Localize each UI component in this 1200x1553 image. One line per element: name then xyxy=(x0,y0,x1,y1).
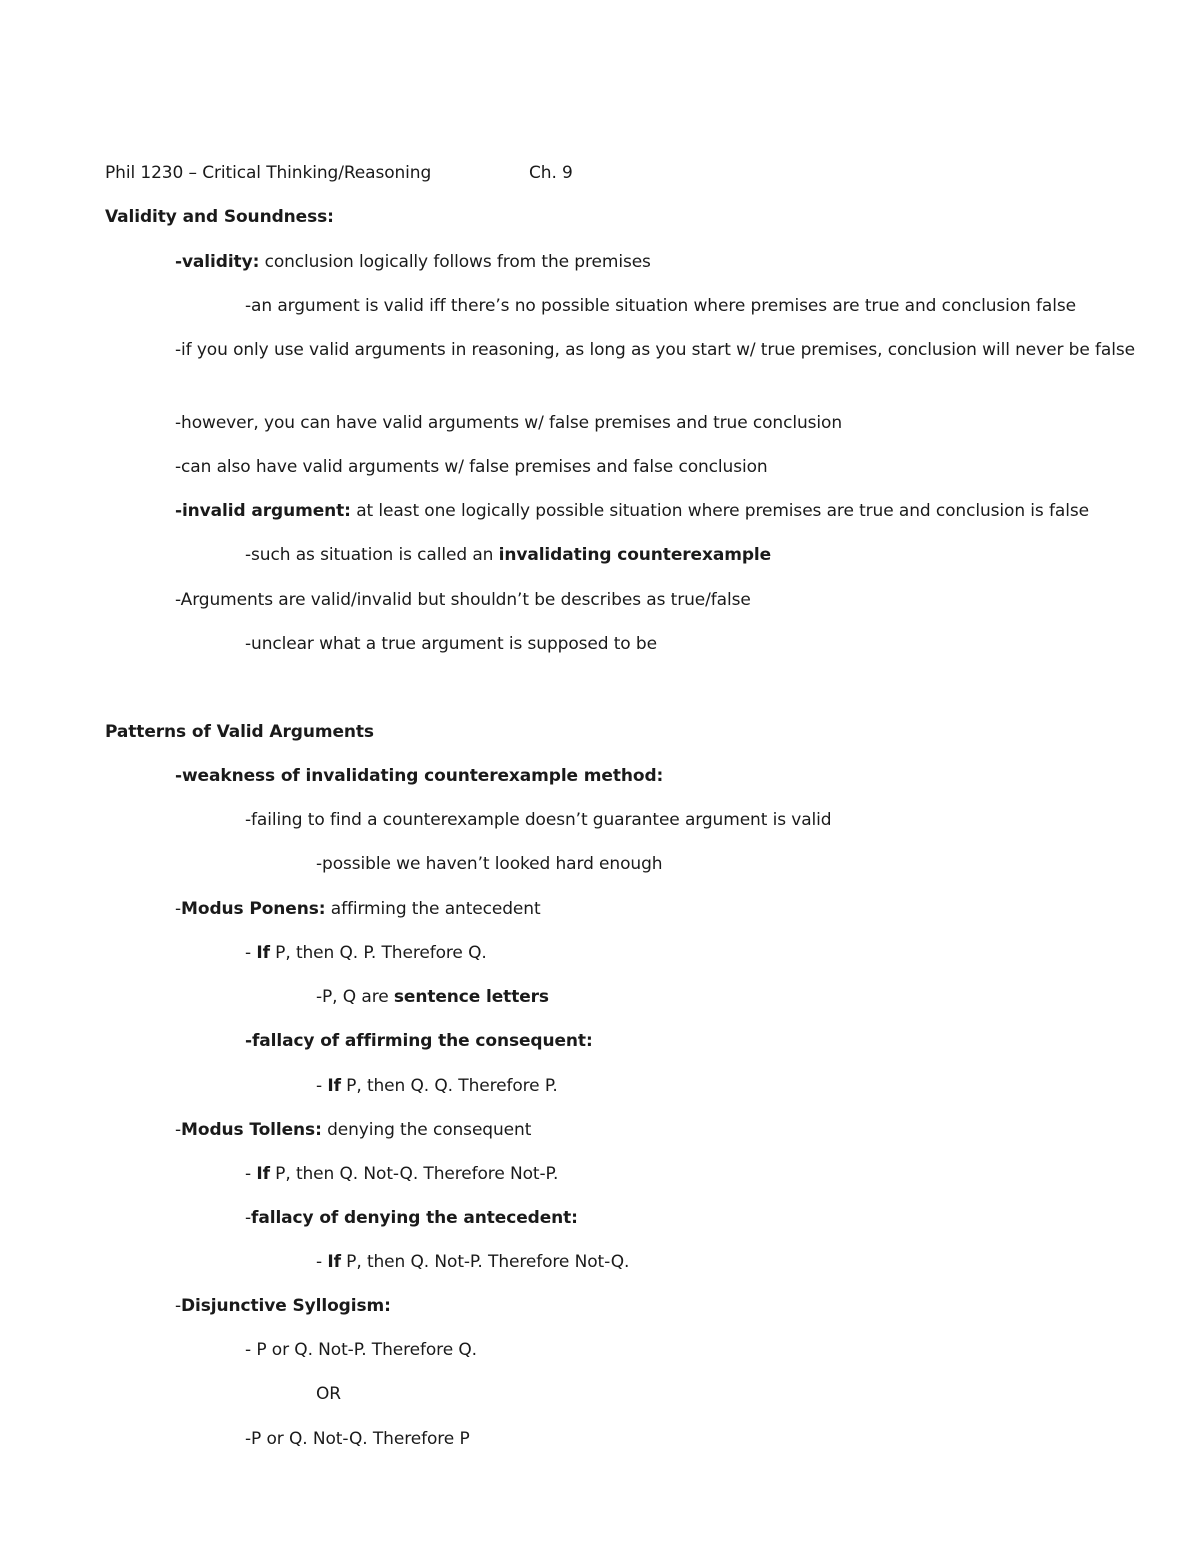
dash: - xyxy=(175,899,182,919)
def-validity: conclusion logically follows from the premises xyxy=(259,252,651,272)
term-modus-tollens: Modus Tollens: xyxy=(181,1120,322,1140)
form-modus-ponens xyxy=(245,942,487,964)
term-sentence-letters: sentence letters xyxy=(393,987,549,1007)
note-fallacy-affirming-consequent: -fallacy of affirming the consequent: xyxy=(245,1031,593,1051)
if-keyword: If xyxy=(327,1252,341,1272)
form-disjunctive-syllogism-2: -P or Q. Not-Q. Therefore P xyxy=(245,1429,470,1449)
note-modus-tollens xyxy=(175,1119,531,1141)
note-weakness: -weakness of invalidating counterexample method: xyxy=(175,766,664,786)
term-invalidating-counterexample: invalidating counterexample xyxy=(498,545,772,565)
form-rest: P, then Q. Not-Q. Therefore Not-P. xyxy=(269,1164,559,1184)
or-label: OR xyxy=(316,1384,341,1404)
section-heading-patterns: Patterns of Valid Arguments xyxy=(105,722,374,742)
form-rest: P, then Q. Not-P. Therefore Not-Q. xyxy=(340,1252,630,1272)
note-failing: -failing to find a counterexample doesn’t guarantee argument is valid xyxy=(245,810,832,830)
form-disjunctive-syllogism-1: - P or Q. Not-P. Therefore Q. xyxy=(245,1340,477,1360)
form-rest: P, then Q. Q. Therefore P. xyxy=(340,1076,558,1096)
note-fallacy-denying-antecedent xyxy=(245,1207,578,1229)
note-modus-ponens xyxy=(175,898,541,920)
note-however: -however, you can have valid arguments w/ false premises and true conclusion xyxy=(175,413,843,433)
form-rest: P, then Q. P. Therefore Q. xyxy=(269,943,487,963)
dash: - xyxy=(175,1120,182,1140)
if-keyword: If xyxy=(327,1076,341,1096)
form-fallacy-denying-antecedent xyxy=(316,1251,629,1273)
note-only-valid: -if you only use valid arguments in reasoning, as long as you start w/ true premises, conclusion will never be false xyxy=(175,340,1135,360)
def-invalid-argument: at least one logically possible situation where premises are true and conclusion is false xyxy=(350,501,1089,521)
note-unclear: -unclear what a true argument is supposed to be xyxy=(245,634,657,654)
term-disjunctive-syllogism: Disjunctive Syllogism: xyxy=(181,1296,391,1316)
form-fallacy-affirming-consequent xyxy=(316,1075,558,1097)
note-valid-iff: -an argument is valid iff there’s no possible situation where premises are true and conclusion false xyxy=(245,296,1076,316)
note-sentence-letters xyxy=(316,986,549,1008)
if-keyword: If xyxy=(256,943,270,963)
dash: - xyxy=(316,1252,328,1272)
def-modus-tollens: denying the consequent xyxy=(321,1120,532,1140)
dash: - xyxy=(245,1208,252,1228)
sentence-letters-prefix: -P, Q are xyxy=(316,987,394,1007)
term-validity: -validity: xyxy=(175,252,260,272)
section-heading-validity: Validity and Soundness: xyxy=(105,207,334,227)
term-modus-ponens: Modus Ponens: xyxy=(181,899,326,919)
course-title: Phil 1230 – Critical Thinking/Reasoning xyxy=(105,163,432,183)
note-invalid-argument xyxy=(175,500,1089,522)
term-fallacy-denying-antecedent: fallacy of denying the antecedent: xyxy=(251,1208,578,1228)
note-counterexample xyxy=(245,544,771,566)
dash: - xyxy=(316,1076,328,1096)
note-possible: -possible we haven’t looked hard enough xyxy=(316,854,663,874)
note-true-false: -Arguments are valid/invalid but shouldn’t be describes as true/false xyxy=(175,590,751,610)
dash: - xyxy=(175,1296,182,1316)
dash: - xyxy=(245,943,257,963)
dash: - xyxy=(245,1164,257,1184)
chapter-label: Ch. 9 xyxy=(529,163,573,183)
def-modus-ponens: affirming the antecedent xyxy=(325,899,541,919)
note-disjunctive-syllogism xyxy=(175,1295,391,1317)
counterexample-prefix: -such as situation is called an xyxy=(245,545,499,565)
note-validity xyxy=(175,251,651,273)
if-keyword: If xyxy=(256,1164,270,1184)
term-invalid-argument: -invalid argument: xyxy=(175,501,351,521)
note-also: -can also have valid arguments w/ false premises and false conclusion xyxy=(175,457,768,477)
form-modus-tollens xyxy=(245,1163,558,1185)
